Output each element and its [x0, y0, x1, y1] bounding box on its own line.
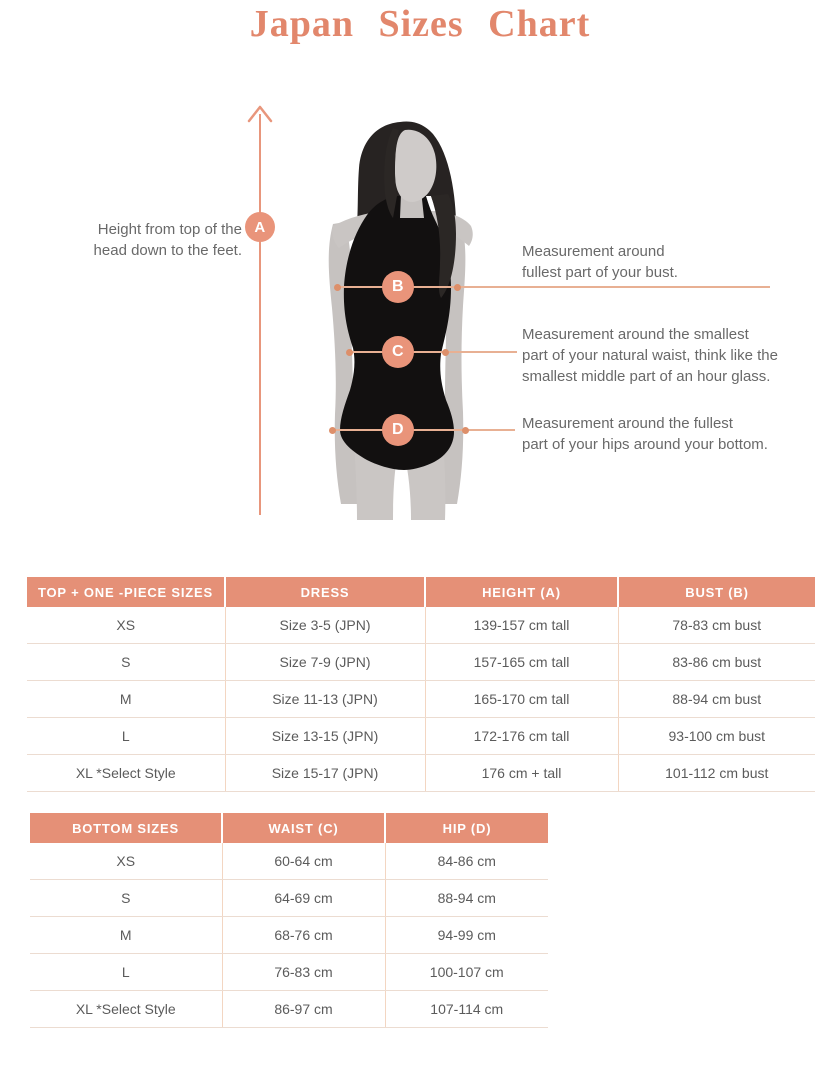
table-cell: L	[30, 954, 222, 991]
hip-note-line: part of your hips around your bottom.	[522, 436, 768, 453]
table-cell: 68-76 cm	[222, 917, 385, 954]
column-header: HIP (D)	[385, 813, 548, 843]
table-cell: 94-99 cm	[385, 917, 548, 954]
bust-note-line: fullest part of your bust.	[522, 264, 678, 281]
badge-c: C	[382, 336, 414, 368]
table-row	[30, 880, 548, 917]
table-cell: XL *Select Style	[30, 991, 222, 1028]
waist-measure-line	[349, 351, 517, 353]
table-cell: M	[27, 681, 225, 718]
badge-b: B	[382, 271, 414, 303]
table-cell: 88-94 cm bust	[618, 681, 815, 718]
bust-note	[522, 241, 678, 283]
column-header: BOTTOM SIZES	[30, 813, 222, 843]
table-row	[30, 954, 548, 991]
table-cell: XS	[27, 607, 225, 644]
column-header: BUST (B)	[618, 577, 815, 607]
table-cell: 88-94 cm	[385, 880, 548, 917]
table-cell: 76-83 cm	[222, 954, 385, 991]
height-note-line: Height from top of the	[97, 221, 242, 238]
table-cell: S	[30, 880, 222, 917]
table-cell: 165-170 cm tall	[425, 681, 618, 718]
table-cell: 107-114 cm	[385, 991, 548, 1028]
hip-line-dot	[329, 427, 336, 434]
column-header: WAIST (C)	[222, 813, 385, 843]
waist-note-line: smallest middle part of an hour glass.	[522, 368, 771, 385]
page-title: Japan Sizes Chart	[249, 3, 591, 45]
hip-note	[522, 413, 768, 455]
table-cell: 101-112 cm bust	[618, 755, 815, 792]
bust-line-dot	[454, 284, 461, 291]
top-sizes-table	[27, 577, 815, 792]
table-cell: L	[27, 718, 225, 755]
table-cell: 64-69 cm	[222, 880, 385, 917]
table-cell: Size 3-5 (JPN)	[225, 607, 425, 644]
table-cell: Size 15-17 (JPN)	[225, 755, 425, 792]
table-cell: 86-97 cm	[222, 991, 385, 1028]
table-cell: M	[30, 917, 222, 954]
waist-note	[522, 324, 778, 387]
table-row	[30, 917, 548, 954]
table-cell: Size 7-9 (JPN)	[225, 644, 425, 681]
table-cell: 84-86 cm	[385, 843, 548, 880]
height-arrow-line	[259, 114, 261, 515]
table-cell: 78-83 cm bust	[618, 607, 815, 644]
table-cell: 93-100 cm bust	[618, 718, 815, 755]
column-header: TOP + ONE -PIECE SIZES	[27, 577, 225, 607]
column-header: HEIGHT (A)	[425, 577, 618, 607]
table-cell: 157-165 cm tall	[425, 644, 618, 681]
table-cell: 83-86 cm bust	[618, 644, 815, 681]
height-note-line: head down to the feet.	[93, 242, 242, 259]
table-cell: 100-107 cm	[385, 954, 548, 991]
column-header: DRESS	[225, 577, 425, 607]
table-header-row	[27, 577, 815, 607]
table-cell: 60-64 cm	[222, 843, 385, 880]
table-cell: XL *Select Style	[27, 755, 225, 792]
table-row	[30, 991, 548, 1028]
hip-measure-line	[332, 429, 515, 431]
table-cell: 139-157 cm tall	[425, 607, 618, 644]
waist-line-dot	[346, 349, 353, 356]
waist-note-line: part of your natural waist, think like the	[522, 347, 778, 364]
hip-note-line: Measurement around the fullest	[522, 415, 733, 432]
waist-note-line: Measurement around the smallest	[522, 326, 749, 343]
table-row	[27, 644, 815, 681]
hip-line-dot	[462, 427, 469, 434]
height-note	[60, 219, 242, 261]
table-row	[27, 755, 815, 792]
table-cell: Size 11-13 (JPN)	[225, 681, 425, 718]
table-cell: S	[27, 644, 225, 681]
table-cell: Size 13-15 (JPN)	[225, 718, 425, 755]
table-row	[30, 843, 548, 880]
bust-line-dot	[334, 284, 341, 291]
table-cell: XS	[30, 843, 222, 880]
badge-a: A	[245, 212, 275, 242]
table-cell: 176 cm + tall	[425, 755, 618, 792]
table-cell: 172-176 cm tall	[425, 718, 618, 755]
table-row	[27, 607, 815, 644]
arrow-up-icon	[247, 105, 273, 123]
bottom-sizes-table	[30, 813, 548, 1028]
table-header-row	[30, 813, 548, 843]
table-row	[27, 681, 815, 718]
model-photo	[293, 116, 497, 522]
table-row	[27, 718, 815, 755]
bust-note-line: Measurement around	[522, 243, 665, 260]
badge-d: D	[382, 414, 414, 446]
waist-line-dot	[442, 349, 449, 356]
